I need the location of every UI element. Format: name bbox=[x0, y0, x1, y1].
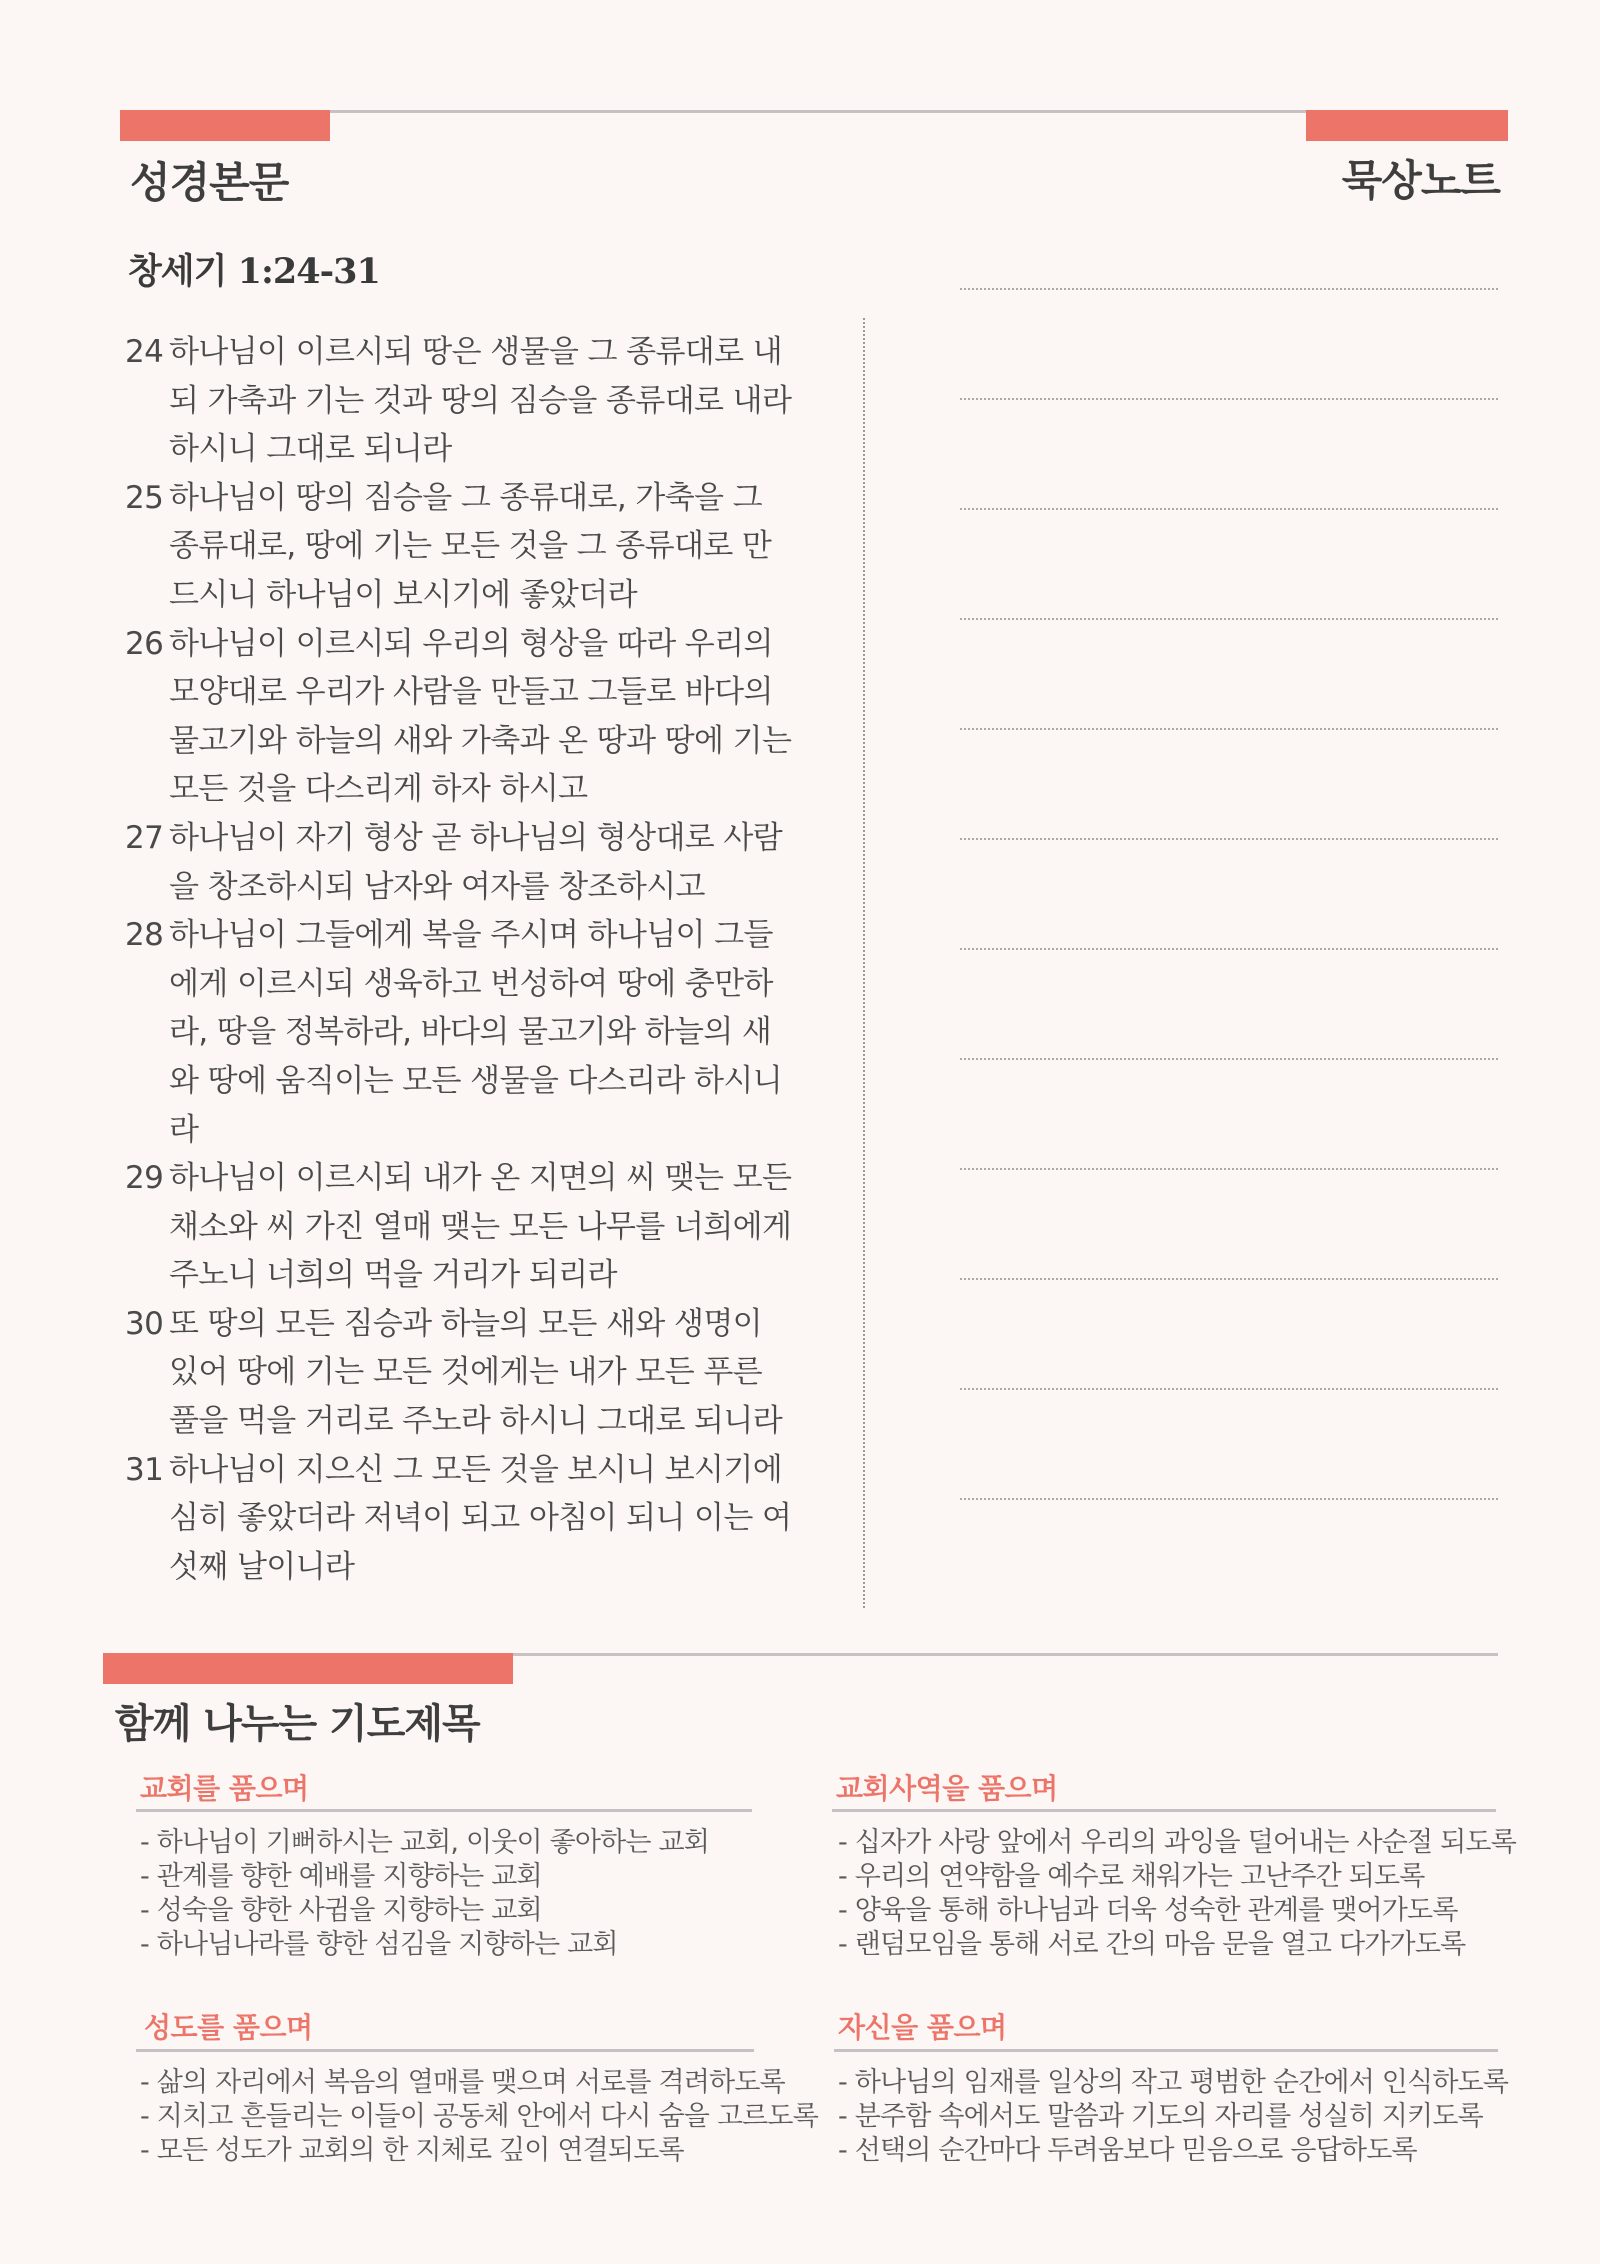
prayer-item: - 선택의 순간마다 두려움보다 믿음으로 응답하도록 bbox=[838, 2135, 1417, 2166]
note-line[interactable] bbox=[960, 1058, 1498, 1060]
note-line[interactable] bbox=[960, 1388, 1498, 1390]
verse-line: 모양대로 우리가 사람을 만들고 그들로 바다의 bbox=[169, 674, 773, 711]
verse-line: 와 땅에 움직이는 모든 생물을 다스리라 하시니 bbox=[169, 1062, 783, 1099]
verse-24 bbox=[125, 328, 825, 474]
prayer-item: - 십자가 사랑 앞에서 우리의 과잉을 덜어내는 사순절 되도록 bbox=[838, 1827, 1516, 1858]
scripture-accent-bar bbox=[120, 110, 330, 141]
column-separator bbox=[863, 318, 865, 1608]
verse-line: 물고기와 하늘의 새와 가축과 온 땅과 땅에 기는 bbox=[169, 722, 792, 759]
verse-27 bbox=[125, 814, 825, 911]
prayer-item-list bbox=[838, 1826, 1516, 1962]
verse-line: 을 창조하시되 남자와 여자를 창조하시고 bbox=[169, 868, 705, 905]
meditation-heading: 묵상노트 bbox=[1341, 156, 1500, 205]
verse-line: 에게 이르시되 생육하고 번성하여 땅에 충만하 bbox=[169, 965, 773, 1002]
verse-number: 30 bbox=[125, 1305, 164, 1342]
prayer-item-list bbox=[838, 2066, 1508, 2168]
verse-line: 하나님이 자기 형상 곧 하나님의 형상대로 사람 bbox=[169, 819, 783, 856]
verse-number: 27 bbox=[125, 819, 164, 856]
note-line[interactable] bbox=[960, 728, 1498, 730]
note-line[interactable] bbox=[960, 618, 1498, 620]
category-divider bbox=[136, 1809, 752, 1812]
verse-line: 풀을 먹을 거리로 주노라 하시니 그대로 되니라 bbox=[169, 1403, 783, 1440]
verse-28 bbox=[125, 911, 825, 1154]
note-line[interactable] bbox=[960, 288, 1498, 290]
verse-line: 하나님이 이르시되 내가 온 지면의 씨 맺는 모든 bbox=[169, 1160, 792, 1197]
verse-line: 하시니 그대로 되니라 bbox=[169, 431, 452, 468]
verse-line: 라, 땅을 정복하라, 바다의 물고기와 하늘의 새 bbox=[169, 1014, 772, 1051]
verse-line: 하나님이 땅의 짐승을 그 종류대로, 가축을 그 bbox=[169, 479, 763, 516]
prayer-item: - 랜덤모임을 통해 서로 간의 마음 문을 열고 다가가도록 bbox=[838, 1929, 1466, 1960]
verse-line: 섯째 날이니라 bbox=[169, 1548, 355, 1585]
prayer-item: - 하나님의 임재를 일상의 작고 평범한 순간에서 인식하도록 bbox=[838, 2067, 1509, 2098]
meditation-note-area[interactable] bbox=[960, 288, 1498, 1608]
category-divider bbox=[136, 2049, 754, 2052]
note-line[interactable] bbox=[960, 838, 1498, 840]
note-line[interactable] bbox=[960, 398, 1498, 400]
verse-number: 31 bbox=[125, 1451, 164, 1488]
prayer-category-title: 교회사역을 품으며 bbox=[836, 1772, 1058, 1805]
prayer-item-list bbox=[140, 2066, 818, 2168]
verse-29 bbox=[125, 1154, 825, 1300]
verse-number: 25 bbox=[125, 479, 164, 516]
prayer-item: - 모든 성도가 교회의 한 지체로 깊이 연결되도록 bbox=[140, 2135, 684, 2166]
prayer-accent-bar bbox=[103, 1653, 513, 1684]
verse-number: 24 bbox=[125, 334, 164, 370]
verse-line: 하나님이 이르시되 땅은 생물을 그 종류대로 내 bbox=[169, 334, 783, 370]
prayer-item: - 양육을 통해 하나님과 더욱 성숙한 관계를 맺어가도록 bbox=[838, 1895, 1458, 1926]
scripture-reference: 창세기 1:24-31 bbox=[128, 251, 380, 292]
verse-line: 심히 좋았더라 저녁이 되고 아침이 되니 이는 여 bbox=[169, 1500, 792, 1537]
category-divider bbox=[832, 1809, 1496, 1812]
prayer-item: - 하나님나라를 향한 섬김을 지향하는 교회 bbox=[140, 1929, 618, 1960]
verse-line: 하나님이 이르시되 우리의 형상을 따라 우리의 bbox=[169, 625, 773, 662]
verse-line: 또 땅의 모든 짐승과 하늘의 모든 새와 생명이 bbox=[169, 1305, 763, 1342]
verse-line: 드시니 하나님이 보시기에 좋았더라 bbox=[169, 576, 637, 613]
verse-31 bbox=[125, 1446, 825, 1592]
prayer-item: - 관계를 향한 예배를 지향하는 교회 bbox=[140, 1861, 542, 1892]
verse-line: 하나님이 지으신 그 모든 것을 보시니 보시기에 bbox=[169, 1451, 783, 1488]
prayer-item: - 하나님이 기뻐하시는 교회, 이웃이 좋아하는 교회 bbox=[140, 1827, 710, 1858]
prayer-item-list bbox=[140, 1826, 709, 1962]
note-line[interactable] bbox=[960, 508, 1498, 510]
verse-26 bbox=[125, 620, 825, 814]
prayer-heading: 함께 나누는 기도제목 bbox=[115, 1701, 480, 1747]
verse-line: 라 bbox=[169, 1111, 199, 1148]
category-divider bbox=[834, 2049, 1498, 2052]
prayer-item: - 우리의 연약함을 예수로 채워가는 고난주간 되도록 bbox=[838, 1861, 1425, 1892]
prayer-item: - 성숙을 향한 사귐을 지향하는 교회 bbox=[140, 1895, 542, 1926]
note-line[interactable] bbox=[960, 948, 1498, 950]
verse-30 bbox=[125, 1300, 825, 1446]
prayer-item: - 분주함 속에서도 말씀과 기도의 자리를 성실히 지키도록 bbox=[838, 2101, 1483, 2132]
verse-25 bbox=[125, 474, 825, 620]
verse-line: 하나님이 그들에게 복을 주시며 하나님이 그들 bbox=[169, 917, 773, 954]
note-line[interactable] bbox=[960, 1278, 1498, 1280]
prayer-item: - 지치고 흔들리는 이들이 공동체 안에서 다시 숨을 고르도록 bbox=[140, 2101, 818, 2132]
verse-list bbox=[125, 328, 825, 1591]
prayer-item: - 삶의 자리에서 복음의 열매를 맺으며 서로를 격려하도록 bbox=[140, 2067, 785, 2098]
verse-line: 종류대로, 땅에 기는 모든 것을 그 종류대로 만 bbox=[169, 528, 772, 565]
verse-number: 28 bbox=[125, 917, 164, 954]
verse-number: 29 bbox=[125, 1160, 164, 1197]
note-line[interactable] bbox=[960, 1498, 1498, 1500]
verse-line: 주노니 너희의 먹을 거리가 되리라 bbox=[169, 1257, 617, 1294]
note-line[interactable] bbox=[960, 1168, 1498, 1170]
prayer-category-title: 교회를 품으며 bbox=[140, 1772, 309, 1805]
verse-line: 있어 땅에 기는 모든 것에게는 내가 모든 푸른 bbox=[169, 1354, 763, 1391]
verse-line: 채소와 씨 가진 열매 맺는 모든 나무를 너희에게 bbox=[169, 1208, 792, 1245]
prayer-category-title: 성도를 품으며 bbox=[144, 2011, 313, 2044]
verse-number: 26 bbox=[125, 625, 164, 662]
verse-line: 되 가축과 기는 것과 땅의 짐승을 종류대로 내라 bbox=[169, 382, 792, 419]
verse-line: 모든 것을 다스리게 하자 하시고 bbox=[169, 771, 588, 808]
meditation-accent-bar bbox=[1306, 110, 1508, 141]
scripture-heading: 성경본문 bbox=[130, 158, 289, 207]
prayer-category-title: 자신을 품으며 bbox=[838, 2011, 1007, 2044]
